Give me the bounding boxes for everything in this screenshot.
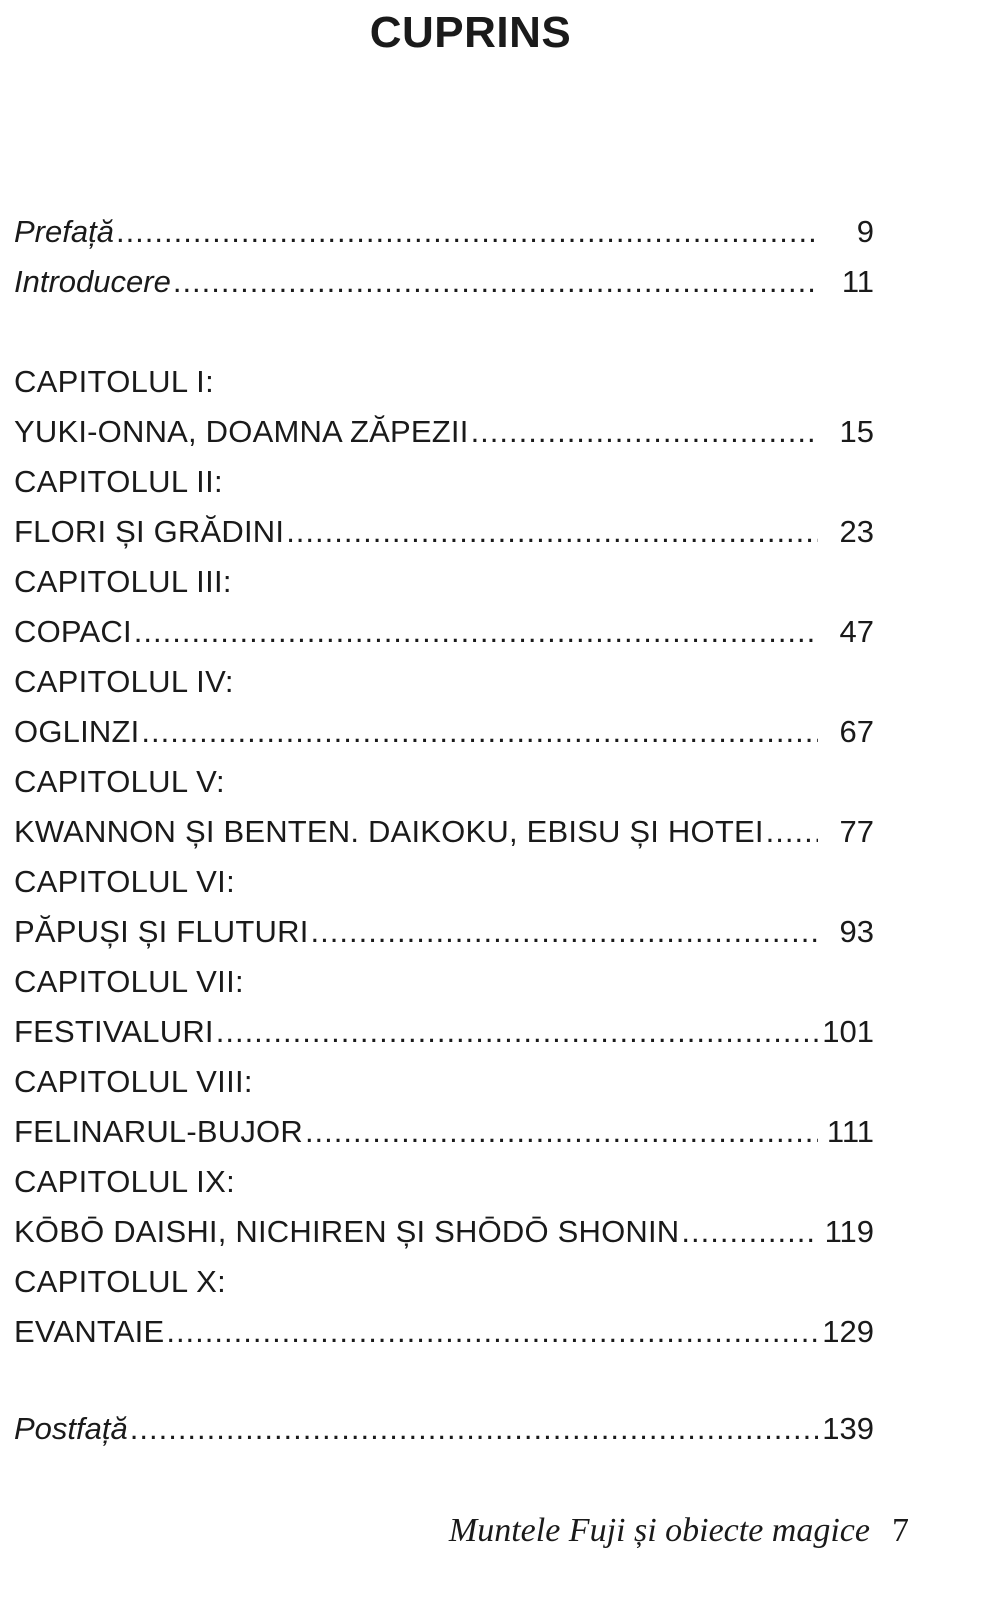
chapter-heading xyxy=(14,657,874,707)
toc-entry-page: 101 xyxy=(822,1014,874,1049)
chapter-number: CAPITOLUL VII: xyxy=(14,964,244,999)
running-book-title: Muntele Fuji și obiecte magice xyxy=(448,1512,870,1549)
toc-entry-page: 139 xyxy=(822,1411,874,1446)
chapter-heading xyxy=(14,457,874,507)
chapter-heading xyxy=(14,1057,874,1107)
chapter-title: PĂPUȘI ȘI FLUTURI xyxy=(14,914,309,949)
dot-leader xyxy=(166,1307,818,1357)
toc-entry-page: 15 xyxy=(839,414,874,449)
toc-entry-chapter-3[interactable] xyxy=(14,607,874,657)
toc-back-matter xyxy=(14,1404,874,1454)
dot-leader xyxy=(766,807,818,857)
dot-leader xyxy=(471,407,818,457)
toc-entry-page: 93 xyxy=(839,914,874,949)
dot-leader xyxy=(681,1207,818,1257)
page-number: 7 xyxy=(892,1512,909,1549)
toc-entry-page: 9 xyxy=(856,214,874,249)
toc-entry-chapter-7[interactable] xyxy=(14,1007,874,1057)
toc-entry-page: 11 xyxy=(841,264,874,299)
toc-entry-page: 119 xyxy=(824,1214,874,1249)
chapter-title: YUKI-ONNA, DOAMNA ZĂPEZII xyxy=(14,414,469,449)
toc-entry-chapter-6[interactable] xyxy=(14,907,874,957)
chapter-title: COPACI xyxy=(14,614,132,649)
chapter-title: OGLINZI xyxy=(14,714,140,749)
toc-entry-page: 77 xyxy=(839,814,874,849)
chapter-heading xyxy=(14,1157,874,1207)
toc-entry-introducere[interactable] xyxy=(14,257,874,307)
dot-leader xyxy=(130,1404,818,1454)
toc-entry-prefata[interactable] xyxy=(14,207,874,257)
chapter-number: CAPITOLUL X: xyxy=(14,1264,227,1299)
chapter-number: CAPITOLUL IX: xyxy=(14,1164,235,1199)
dot-leader xyxy=(305,1107,818,1157)
toc-entry-page: 67 xyxy=(839,714,874,749)
dot-leader xyxy=(173,257,818,307)
toc-entry-page: 47 xyxy=(839,614,874,649)
chapter-title: KŌBŌ DAISHI, NICHIREN ȘI SHŌDŌ SHONIN xyxy=(14,1214,680,1249)
toc-entry-page: 111 xyxy=(826,1114,874,1149)
chapter-heading xyxy=(14,957,874,1007)
chapter-number: CAPITOLUL I: xyxy=(14,364,214,399)
toc-entry-page: 23 xyxy=(839,514,874,549)
toc-entry-label: Prefață xyxy=(14,214,114,249)
dot-leader xyxy=(286,507,818,557)
chapter-title: FLORI ȘI GRĂDINI xyxy=(14,514,285,549)
toc-entry-label: Postfață xyxy=(14,1411,128,1446)
chapter-title: FELINARUL-BUJOR xyxy=(14,1114,303,1149)
chapter-heading xyxy=(14,357,874,407)
chapter-number: CAPITOLUL V: xyxy=(14,764,225,799)
dot-leader xyxy=(311,907,818,957)
toc-entry-chapter-4[interactable] xyxy=(14,707,874,757)
toc-front-matter xyxy=(14,207,874,307)
chapter-title: FESTIVALURI xyxy=(14,1014,214,1049)
page-footer xyxy=(449,1512,909,1550)
dot-leader xyxy=(116,207,818,257)
chapter-number: CAPITOLUL II: xyxy=(14,464,223,499)
chapter-number: CAPITOLUL IV: xyxy=(14,664,234,699)
toc-entry-postfata[interactable] xyxy=(14,1404,874,1454)
chapter-number: CAPITOLUL VI: xyxy=(14,864,235,899)
toc-entry-chapter-2[interactable] xyxy=(14,507,874,557)
dot-leader xyxy=(134,607,818,657)
toc-entry-chapter-9[interactable] xyxy=(14,1207,874,1257)
dot-leader xyxy=(216,1007,818,1057)
page-title: CUPRINS xyxy=(369,8,572,57)
chapter-heading xyxy=(14,557,874,607)
chapter-title: KWANNON ȘI BENTEN. DAIKOKU, EBISU ȘI HOTEI xyxy=(14,814,764,849)
toc-entry-chapter-10[interactable] xyxy=(14,1307,874,1357)
toc-entry-chapter-1[interactable] xyxy=(14,407,874,457)
dot-leader xyxy=(141,707,818,757)
toc-entry-page: 129 xyxy=(822,1314,874,1349)
chapter-number: CAPITOLUL III: xyxy=(14,564,232,599)
toc-entry-chapter-8[interactable] xyxy=(14,1107,874,1157)
toc-chapters xyxy=(14,357,874,1357)
chapter-title: EVANTAIE xyxy=(14,1314,165,1349)
chapter-heading xyxy=(14,857,874,907)
toc-entry-label: Introducere xyxy=(14,264,171,299)
toc-entry-chapter-5[interactable] xyxy=(14,807,874,857)
chapter-heading xyxy=(14,1257,874,1307)
chapter-number: CAPITOLUL VIII: xyxy=(14,1064,253,1099)
chapter-heading xyxy=(14,757,874,807)
